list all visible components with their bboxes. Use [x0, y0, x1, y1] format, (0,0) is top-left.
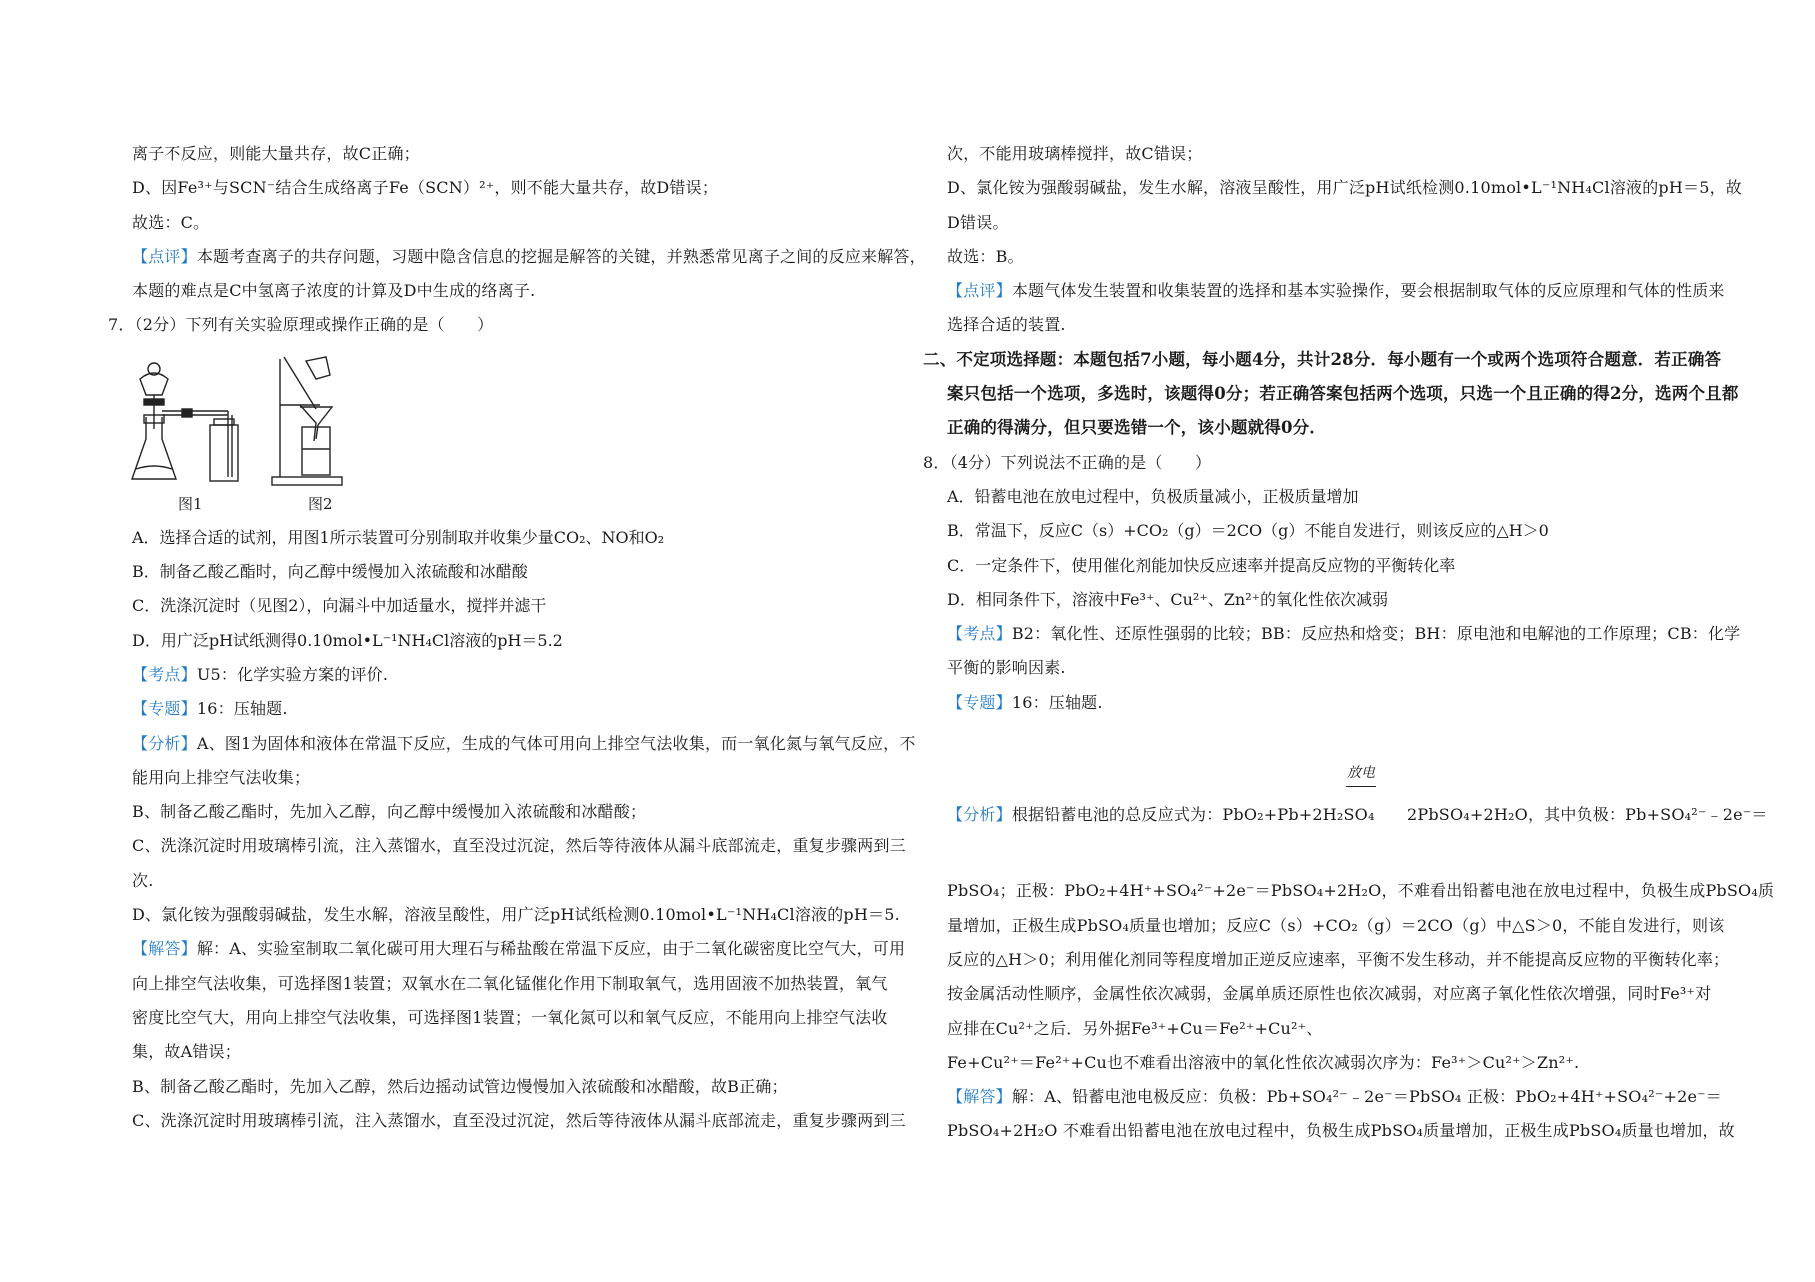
jieda-line	[947, 1080, 1722, 1114]
text-line: 选择合适的装置.	[947, 315, 1066, 335]
spacer	[947, 720, 1717, 762]
text-line: C、洗涤沉淀时用玻璃棒引流，注入蒸馏水，直至没过沉淀，然后等待液体从漏斗底部流走，重复步骤两到三	[132, 836, 906, 856]
kaodian-line	[132, 658, 902, 692]
text-line: PbSO₄+2H₂O 不难看出铅蓄电池在放电过程中，负极生成PbSO₄质量增加，正极生成PbSO₄质量也增加，故	[947, 1121, 1735, 1141]
text-line: 平衡的影响因素.	[947, 658, 1066, 678]
comment-line	[132, 240, 926, 274]
comment-text: 本题气体发生装置和收集装置的选择和基本实验操作，要会根据制取气体的反应原理和气体的性质来	[1011, 281, 1725, 301]
section-heading: 二、不定项选择题：本题包括7小题，每小题4分，共计28分．每小题有一个或两个选项符合题意．若正确答	[923, 349, 1722, 369]
text-line: 量增加，正极生成PbSO₄质量也增加；反应C（s）+CO₂（g）＝2CO（g）中△S＞0，不能自发进行，则该	[947, 915, 1725, 935]
fenxi-text: 根据铅蓄电池的总反应式为：PbO₂+Pb+2H₂SO₄ 2PbSO₄+2H₂O，其中负极：Pb+SO₄²⁻﹣2e⁻＝	[1011, 805, 1768, 825]
kaodian-tag: 【考点】	[947, 624, 1012, 644]
text-line: D、氯化铵为强酸弱碱盐，发生水解，溶液呈酸性，用广泛pH试纸检测0.10mol•L⁻¹NH₄Cl溶液的pH＝5，故	[947, 178, 1742, 198]
text-line: PbSO₄；正极：PbO₂+4H⁺+SO₄²⁻+2e⁻＝PbSO₄+2H₂O，不难看出铅蓄电池在放电过程中，负极生成PbSO₄质	[947, 881, 1775, 901]
fenxi-text: A、图1为固体和液体在常温下反应，生成的气体可用向上排空气法收集，而一氧化氮与氧气反应，不	[196, 733, 916, 753]
figure-2-caption: 图2	[308, 494, 333, 513]
text-line: 反应的△H＞0；利用催化剂同等程度增加正逆反应速率，平衡不发生移动，并不能提高反应物的平衡转化率；	[947, 949, 1730, 969]
reaction-arrow-bar	[1346, 786, 1376, 787]
kaodian-text: U5：化学实验方案的评价.	[196, 664, 389, 684]
text-line: 按金属活动性顺序，金属性依次减弱，金属单质还原性也依次减弱，对应离子氧化性依次增强，同时Fe³⁺对	[947, 984, 1712, 1004]
text-line: 次，不能用玻璃棒搅拌，故C错误；	[947, 144, 1203, 163]
text-line: D错误。	[947, 212, 1009, 232]
jieda-text: 解：A、实验室制取二氧化碳可用大理石与稀盐酸在常温下反应，由于二氧化碳密度比空气大，可用	[196, 939, 906, 959]
text-line: B、制备乙酸乙酯时，先加入乙醇，向乙醇中缓慢加入浓硫酸和冰醋酸；	[132, 802, 647, 822]
section-heading: 案只包括一个选项，多选时，该题得0分；若正确答案包括两个选项，只选一个且正确的得2分，选两个且都	[947, 384, 1739, 404]
discharge-label: 放电	[1347, 765, 1375, 782]
comment-tag: 【点评】	[132, 246, 197, 266]
text-line: 故选：C。	[132, 212, 210, 232]
text-line: D、氯化铵为强酸弱碱盐，发生水解，溶液呈酸性，用广泛pH试纸检测0.10mol•L⁻¹NH₄Cl溶液的pH＝5.	[132, 905, 900, 925]
apparatus-figure	[132, 343, 902, 521]
zhuanti-line	[132, 692, 902, 726]
question-8-stem: 8．（4分）下列说法不正确的是（ ）	[923, 452, 1212, 472]
comment-tag: 【点评】	[947, 281, 1012, 301]
zhuanti-line	[947, 686, 1717, 720]
text-line: 离子不反应，则能大量共存，故C正确；	[132, 144, 420, 163]
kaodian-line	[947, 617, 1741, 651]
option-b: B．制备乙酸乙酯时，向乙醇中缓慢加入浓硫酸和冰醋酸	[132, 562, 528, 582]
discharge-condition	[947, 762, 1717, 798]
jieda-text: 解：A、铅蓄电池电极反应：负极：Pb+SO₄²⁻﹣2e⁻＝PbSO₄ 正极：PbO₂+4H⁺+SO₄²⁻+2e⁻＝	[1011, 1087, 1722, 1107]
question-7-stem: 7．（2分）下列有关实验原理或操作正确的是（ ）	[108, 315, 494, 335]
jieda-line	[132, 932, 906, 966]
fenxi-tag: 【分析】	[132, 733, 197, 753]
option-a: A．铅蓄电池在放电过程中，负极质量减小，正极质量增加	[947, 486, 1359, 506]
text-line: 能用向上排空气法收集；	[132, 767, 311, 787]
zhuanti-tag: 【专题】	[132, 699, 197, 719]
text-line: B、制备乙酸乙酯时，先加入乙醇，然后边摇动试管边慢慢加入浓硫酸和冰醋酸，故B正确；	[132, 1076, 788, 1096]
fenxi-line	[947, 798, 1768, 832]
section-heading: 正确的得满分，但只要选错一个，该小题就得0分．	[947, 418, 1327, 438]
text-line: 应排在Cu²⁺之后．另外据Fe³⁺+Cu＝Fe²⁺+Cu²⁺、	[947, 1018, 1323, 1038]
option-a: A．选择合适的试剂，用图1所示装置可分别制取并收集少量CO₂、NO和O₂	[132, 527, 665, 547]
right-column	[923, 137, 1775, 1149]
kaodian-tag: 【考点】	[132, 664, 197, 684]
zhuanti-text: 16：压轴题.	[196, 699, 288, 719]
option-c: C．一定条件下，使用催化剂能加快反应速率并提高反应物的平衡转化率	[947, 555, 1456, 575]
zhuanti-text: 16：压轴题.	[1011, 692, 1103, 712]
comment-line	[947, 274, 1725, 308]
option-c: C．洗涤沉淀时（见图2），向漏斗中加适量水，搅拌并滤干	[132, 596, 547, 616]
lab-apparatus-diagram	[130, 349, 430, 499]
fenxi-tag: 【分析】	[947, 805, 1012, 825]
text-line: 故选：B。	[947, 246, 1024, 266]
jieda-tag: 【解答】	[947, 1087, 1012, 1107]
text-line: D、因Fe³⁺与SCN⁻结合生成络离子Fe（SCN）²⁺，则不能大量共存，故D错误；	[132, 178, 719, 198]
text-line: Fe+Cu²⁺＝Fe²⁺+Cu也不难看出溶液中的氧化性依次减弱次序为：Fe³⁺＞Cu²⁺＞Zn²⁺.	[947, 1052, 1580, 1072]
option-d: D．相同条件下，溶液中Fe³⁺、Cu²⁺、Zn²⁺的氧化性依次减弱	[947, 589, 1389, 609]
text-line: 向上排空气法收集，可选择图1装置；双氧水在二氧化锰催化作用下制取氧气，选用固液不加热装置，氧气	[132, 973, 888, 993]
kaodian-text: B2：氧化性、还原性强弱的比较；BB：反应热和焓变；BH：原电池和电解池的工作原理；CB：化学	[1011, 624, 1741, 644]
text-line: 集，故A错误；	[132, 1042, 241, 1062]
text-line: 本题的难点是C中氢离子浓度的计算及D中生成的络离子.	[132, 281, 536, 301]
zhuanti-tag: 【专题】	[947, 692, 1012, 712]
fenxi-line	[132, 727, 916, 761]
left-column	[108, 137, 926, 1138]
option-b: B．常温下，反应C（s）+CO₂（g）＝2CO（g）不能自发进行，则该反应的△H＞0	[947, 521, 1549, 541]
text-line: C、洗涤沉淀时用玻璃棒引流，注入蒸馏水，直至没过沉淀，然后等待液体从漏斗底部流走，重复步骤两到三	[132, 1110, 906, 1130]
spacer	[947, 832, 1717, 874]
text-line: 次.	[132, 870, 154, 890]
comment-text: 本题考查离子的共存问题，习题中隐含信息的挖掘是解答的关键，并熟悉常见离子之间的反应来解答，	[196, 246, 926, 266]
option-d: D．用广泛pH试纸测得0.10mol•L⁻¹NH₄Cl溶液的pH＝5.2	[132, 630, 563, 650]
text-line: 密度比空气大，用向上排空气法收集，可选择图1装置；一氧化氮可以和氧气反应，不能用向上排空气法收	[132, 1007, 888, 1027]
figure-1-caption: 图1	[178, 494, 203, 513]
jieda-tag: 【解答】	[132, 939, 197, 959]
